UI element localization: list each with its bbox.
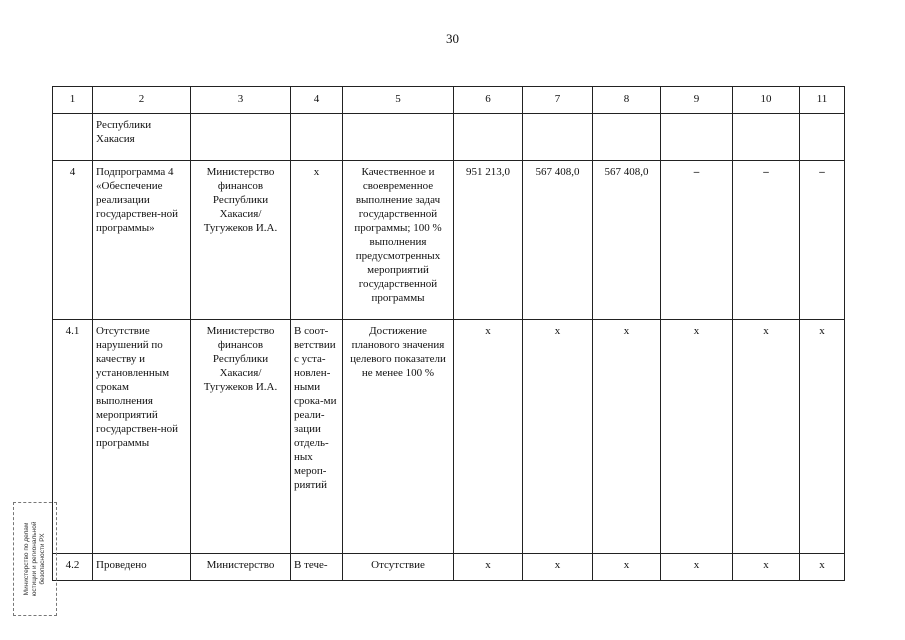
cell-result: Качественное и своевременное выполнение задач государственной программы; 100 % выполнения предусмотренных мероприятий государственной программы (343, 160, 454, 319)
header-cell-3: 3 (191, 87, 291, 114)
stamp-line: безопасности РХ (39, 533, 47, 585)
cell-executor: Министерство финансов Республики Хакасия/ Тугужеков И.А. (191, 160, 291, 319)
cell-executor: Министерство финансов Республики Хакасия/ Тугужеков И.А. (191, 319, 291, 553)
cell-col8: х (593, 319, 661, 553)
cell-term: В соот-ветствии с уста-новлен-ными срока-ми реали-зации отдель-ных мероп-риятий (291, 319, 343, 553)
cell-col11: – (800, 160, 845, 319)
stamp-line: юстиции и региональной (30, 521, 38, 597)
program-table (52, 86, 845, 581)
cell-num: 4.2 (53, 553, 93, 580)
cell-executor (191, 113, 291, 160)
table-row-4-2 (53, 553, 845, 580)
cell-executor: Министерство (191, 553, 291, 580)
cell-name: Проведено (93, 553, 191, 580)
cell-col8: х (593, 553, 661, 580)
cell-col9 (661, 113, 733, 160)
header-cell-5: 5 (343, 87, 454, 114)
cell-col6: 951 213,0 (454, 160, 523, 319)
cell-col6 (454, 113, 523, 160)
header-cell-4: 4 (291, 87, 343, 114)
header-cell-6: 6 (454, 87, 523, 114)
header-row (53, 87, 845, 114)
table-row-4-1 (53, 319, 845, 553)
cell-col8 (593, 113, 661, 160)
registration-stamp (13, 502, 57, 616)
cell-term: х (291, 160, 343, 319)
cell-col10: – (733, 160, 800, 319)
header-cell-7: 7 (523, 87, 593, 114)
table-row-4 (53, 160, 845, 319)
cell-col11 (800, 113, 845, 160)
header-cell-1: 1 (53, 87, 93, 114)
cell-col6: х (454, 553, 523, 580)
cell-col7 (523, 113, 593, 160)
cell-col6: х (454, 319, 523, 553)
cell-term: В тече- (291, 553, 343, 580)
table-row-continuation (53, 113, 845, 160)
cell-col10: х (733, 553, 800, 580)
page-number: 30 (446, 31, 459, 46)
cell-num (53, 113, 93, 160)
header-cell-2: 2 (93, 87, 191, 114)
cell-col9: х (661, 553, 733, 580)
cell-result: Отсутствие (343, 553, 454, 580)
cell-col8: 567 408,0 (593, 160, 661, 319)
stamp-text (23, 504, 47, 614)
cell-col9: – (661, 160, 733, 319)
header-cell-11: 11 (800, 87, 845, 114)
stamp-line: Министерство по делам (22, 522, 30, 596)
cell-col11: х (800, 553, 845, 580)
header-cell-9: 9 (661, 87, 733, 114)
cell-result (343, 113, 454, 160)
cell-col7: х (523, 553, 593, 580)
header-cell-8: 8 (593, 87, 661, 114)
cell-name: Подпрограмма 4 «Обеспечение реализации государствен-ной программы» (93, 160, 191, 319)
cell-col10 (733, 113, 800, 160)
cell-col9: х (661, 319, 733, 553)
header-cell-10: 10 (733, 87, 800, 114)
cell-col7: х (523, 319, 593, 553)
cell-name: Отсутствие нарушений по качеству и установленным срокам выполнения мероприятий государствен-ной программы (93, 319, 191, 553)
cell-num: 4.1 (53, 319, 93, 553)
cell-name: Республики Хакасия (93, 113, 191, 160)
cell-term (291, 113, 343, 160)
cell-num: 4 (53, 160, 93, 319)
cell-result: Достижение планового значения целевого показатели не менее 100 % (343, 319, 454, 553)
cell-col11: х (800, 319, 845, 553)
cell-col7: 567 408,0 (523, 160, 593, 319)
cell-col10: х (733, 319, 800, 553)
